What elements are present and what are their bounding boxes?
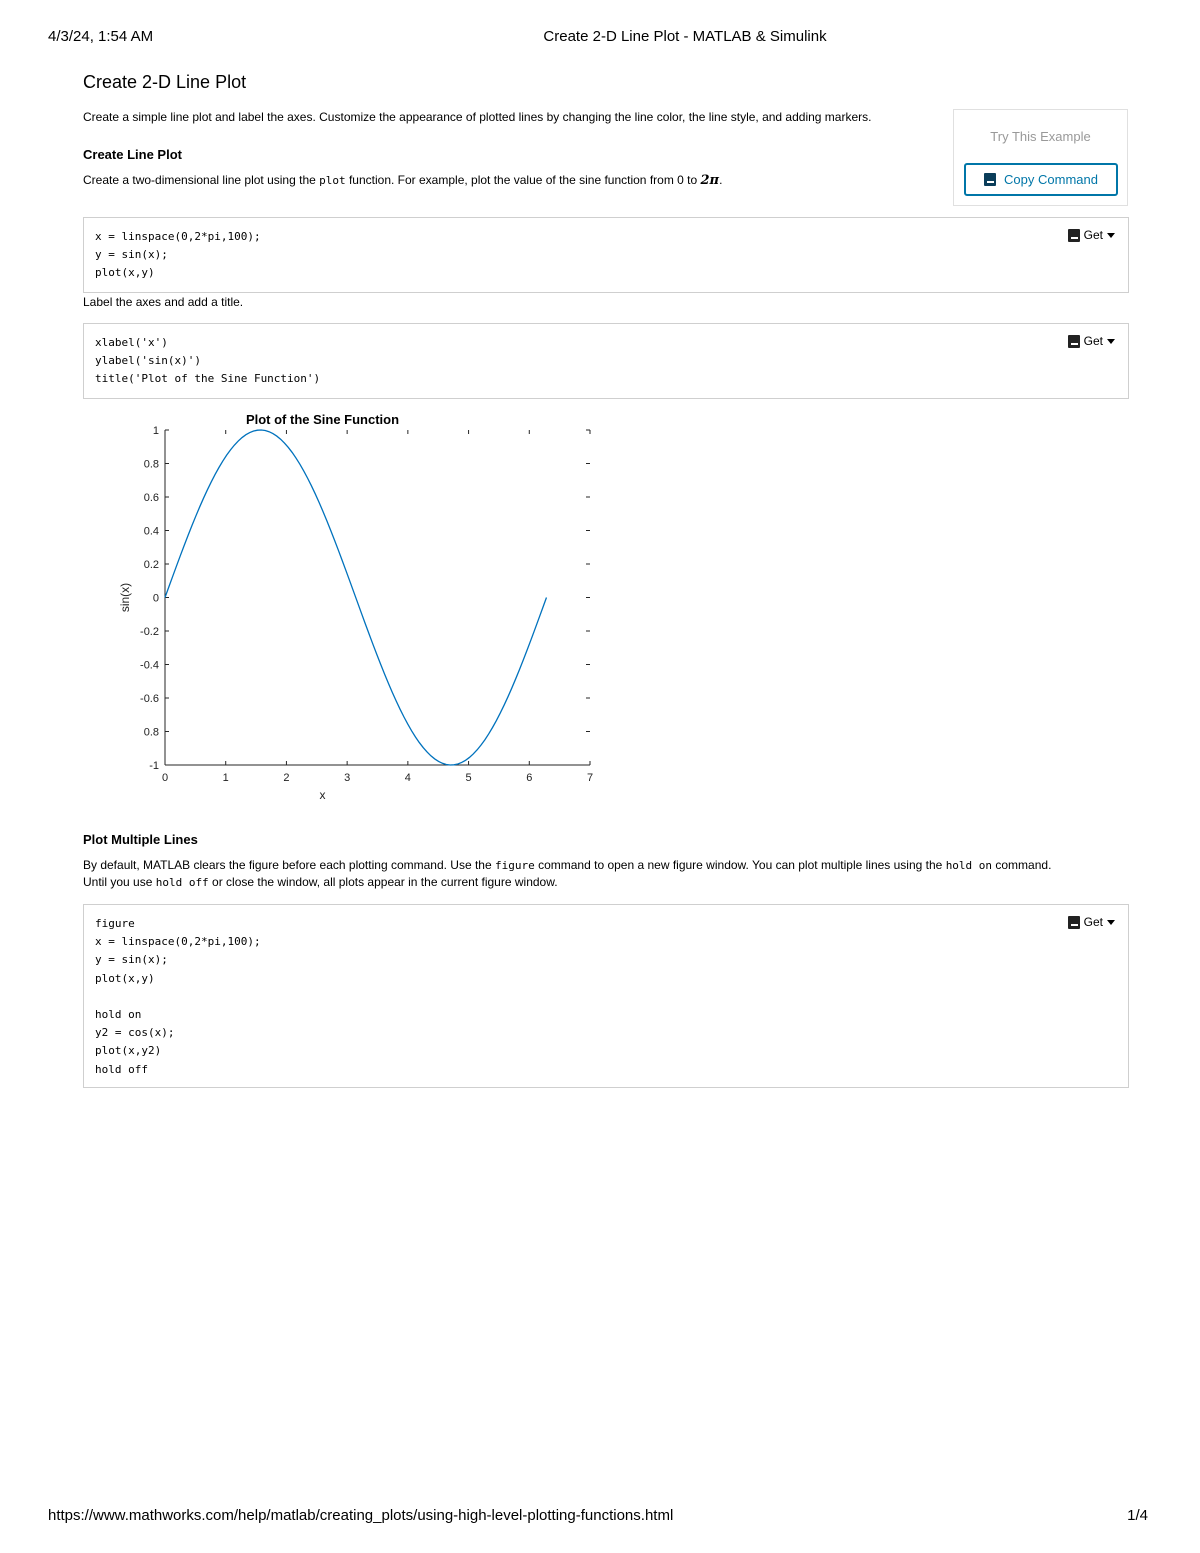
two-pi-symbol: 2π xyxy=(700,173,720,188)
caret-down-icon xyxy=(1107,920,1115,925)
print-date: 4/3/24, 1:54 AM xyxy=(48,28,154,45)
get-label: Get xyxy=(1083,228,1103,242)
y-tick-label: 0.2 xyxy=(143,559,159,571)
book-icon xyxy=(984,173,996,186)
try-example-box xyxy=(953,109,1128,206)
y-tick-label: 0 xyxy=(152,592,159,605)
book-icon xyxy=(1068,229,1080,242)
caret-down-icon xyxy=(1107,339,1115,344)
code-block-1 xyxy=(83,217,1129,293)
x-axis-title: x xyxy=(319,788,326,802)
section-heading-create-line-plot: Create Line Plot xyxy=(83,147,182,162)
sine-plot-svg xyxy=(110,408,610,808)
section2-text-line1: By default, MATLAB clears the figure before each plotting command. Use the figure command to open a new figure window. You can plot multiple lines using the hold on command. xyxy=(83,858,1052,872)
section1-text: Create a two-dimensional line plot using the plot function. For example, plot the value of the sine function from 0 to 2π. xyxy=(83,173,723,188)
get-label: Get xyxy=(1083,334,1103,348)
x-tick-label: 4 xyxy=(404,772,411,784)
y-tick-label: 1 xyxy=(152,425,159,437)
code-block-2 xyxy=(83,323,1129,399)
x-tick-label: 6 xyxy=(526,772,533,784)
inline-code-figure: figure xyxy=(495,859,535,872)
get-label: Get xyxy=(1083,915,1103,929)
x-tick-label: 1 xyxy=(222,772,229,784)
book-icon xyxy=(1068,335,1080,348)
chart-title: Plot of the Sine Function xyxy=(245,412,400,427)
copy-command-label: Copy Command xyxy=(1004,172,1098,187)
code-text-3: figure x = linspace(0,2*pi,100); y = sin(x); plot(x,y) hold on y2 = cos(x); plot(x,y2) hold off xyxy=(95,917,261,1076)
x-tick-label: 2 xyxy=(283,772,290,784)
y-tick-label: -1 xyxy=(149,760,159,772)
series-line-sin xyxy=(165,430,546,765)
page-url: https://www.mathworks.com/help/matlab/creating_plots/using-high-level-plotting-functions.html xyxy=(48,1507,674,1524)
inline-code-plot: plot xyxy=(319,174,346,187)
code-block-3 xyxy=(83,904,1129,1088)
y-axis-title: sin(x) xyxy=(118,582,132,613)
section-heading-plot-multiple-lines: Plot Multiple Lines xyxy=(83,832,198,847)
x-tick-label: 5 xyxy=(465,772,472,784)
x-tick-label: 0 xyxy=(161,772,169,784)
inline-code-hold-on: hold on xyxy=(945,859,993,872)
label-axes-text: Label the axes and add a title. xyxy=(83,295,244,309)
book-icon xyxy=(1068,916,1080,929)
code-text-2: xlabel('x') ylabel('sin(x)') title('Plot of the Sine Function') xyxy=(95,336,321,386)
page-number: 1/4 xyxy=(1127,1507,1148,1524)
print-title: Create 2-D Line Plot - MATLAB & Simulink xyxy=(543,28,827,45)
inline-code-hold-off: hold off xyxy=(155,876,209,889)
x-tick-label: 7 xyxy=(586,772,594,784)
intro-text: Create a simple line plot and label the axes. Customize the appearance of plotted lines by changing the line color, the line style, and adding markers. xyxy=(83,110,872,124)
page-title: Create 2-D Line Plot xyxy=(83,72,247,92)
try-example-label: Try This Example xyxy=(990,129,1091,144)
y-tick-label: -0.2 xyxy=(140,626,159,638)
y-tick-label: 0.8 xyxy=(143,458,159,471)
x-tick-label: 3 xyxy=(344,772,351,784)
y-tick-label: -0.4 xyxy=(140,659,159,672)
copy-command-button[interactable] xyxy=(964,163,1118,196)
get-button[interactable] xyxy=(1068,334,1115,348)
section2-text-line2: Until you use hold off or close the window, all plots appear in the current figure window. xyxy=(83,875,558,889)
y-tick-label: 0.6 xyxy=(143,492,159,504)
y-tick-label: 0.4 xyxy=(143,525,159,538)
y-tick-label: -0.6 xyxy=(140,693,159,705)
y-tick-label: 0.8 xyxy=(143,726,159,739)
sine-plot-figure xyxy=(110,408,610,808)
get-button[interactable] xyxy=(1068,915,1115,929)
code-text-1: x = linspace(0,2*pi,100); y = sin(x); plot(x,y) xyxy=(95,230,261,280)
caret-down-icon xyxy=(1107,233,1115,238)
get-button[interactable] xyxy=(1068,228,1115,242)
